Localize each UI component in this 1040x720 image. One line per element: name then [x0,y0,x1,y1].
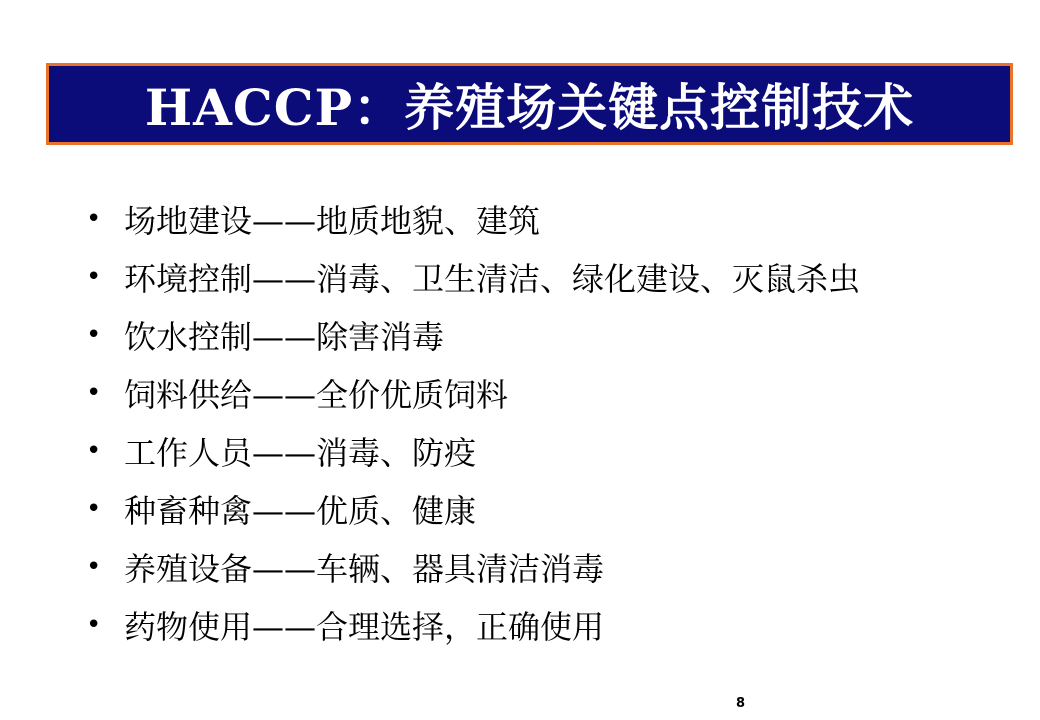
list-item [86,190,860,248]
list-item [86,364,860,422]
list-item-text: 饲料供给——全价优质饲料 [124,376,509,414]
list-item [86,422,860,480]
list-item-text: 环境控制——消毒、卫生清洁、绿化建设、灭鼠杀虫 [124,260,861,298]
list-item-text: 药物使用——合理选择，正确使用 [124,608,605,646]
list-item-text: 种畜种禽——优质、健康 [124,492,477,530]
list-item-text: 养殖设备——车辆、器具清洁消毒 [124,550,605,588]
list-item-text: 场地建设——地质地貌、建筑 [124,202,541,240]
list-item-text: 饮水控制——除害消毒 [124,318,445,356]
bullet-icon: • [86,320,102,350]
bullet-icon: • [86,436,102,466]
slide-title: HACCP：养殖场关键点控制技术 [144,78,915,137]
bullet-icon: • [86,552,102,582]
bullet-icon: • [86,378,102,408]
list-item [86,248,860,306]
page-number: 8 [736,696,746,711]
list-item [86,538,860,596]
bullet-list [86,190,860,654]
bullet-icon: • [86,262,102,292]
bullet-icon: • [86,494,102,524]
list-item [86,306,860,364]
list-item [86,596,860,654]
bullet-icon: • [86,610,102,640]
list-item [86,480,860,538]
list-item-text: 工作人员——消毒、防疫 [124,434,477,472]
title-banner [46,63,1013,145]
bullet-icon: • [86,204,102,234]
